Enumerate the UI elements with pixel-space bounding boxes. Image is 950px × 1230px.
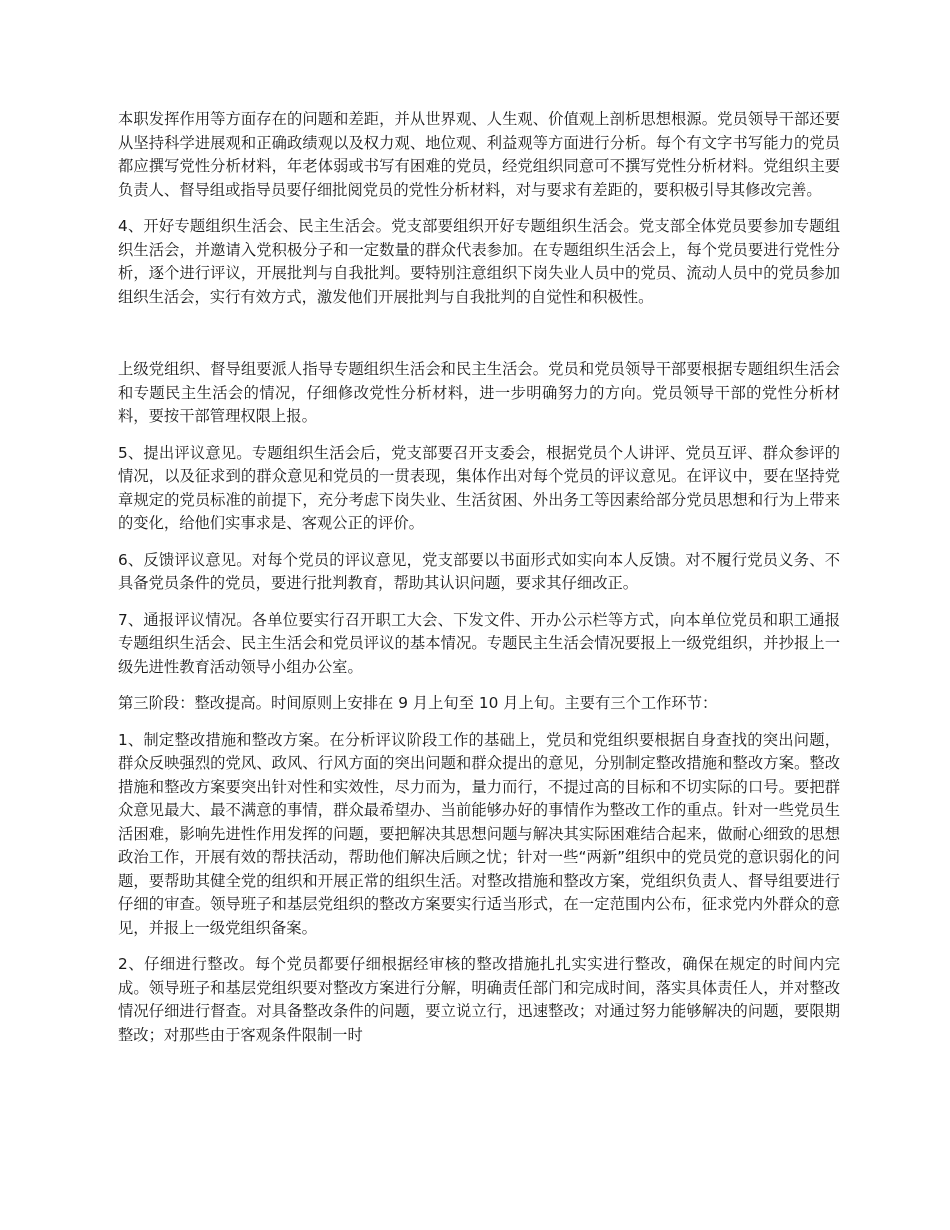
paragraph-item-6: 6、反馈评议意见。对每个党员的评议意见，党支部要以书面形式如实向本人反馈。对不履行党员义务、不具备党员条件的党员，要进行批判教育，帮助其认识问题，要求其仔细改正。 bbox=[118, 550, 840, 592]
paragraph-rectification-2: 2、仔细进行整改。每个党员都要仔细根据经审核的整改措施扎扎实实进行整改，确保在规定的时间内完成。领导班子和基层党组织要对整改方案进行分解，明确责任部门和完成时间，落实具体责任人，并对整改情况仔细进行督查。对具备整改条件的问题，要立说立行，迅速整改；对通过努力能够解决的问题，要限期整改；对那些由于客观条件限制一时 bbox=[118, 955, 840, 1044]
paragraph-guidance: 上级党组织、督导组要派人指导专题组织生活会和民主生活会。党员和党员领导干部要根据专题组织生活会和专题民主生活会的情况，仔细修改党性分析材料，进一步明确努力的方向。党员领导干部的党性分析材料，要按干部管理权限上报。 bbox=[118, 360, 840, 425]
paragraph-stage-three: 第三阶段：整改提高。时间原则上安排在 9 月上旬至 10 月上旬。主要有三个工作环节： bbox=[118, 694, 718, 712]
paragraph-rectification-1: 1、制定整改措施和整改方案。在分析评议阶段工作的基础上，党员和党组织要根据自身查找的突出问题，群众反映强烈的党风、政风、行风方面的突出问题和群众提出的意见，分别制定整改措施和整改方案。整改措施和整改方案要突出针对性和实效性，尽力而为，量力而行，不提过高的目标和不切实际的口号。要把群众意见最大、最不满意的事情，群众最希望办、当前能够办好的事情作为整改工作的重点。针对一些党员生活困难，影响先进性作用发挥的问题，要把解决其思想问题与解决其实际困难结合起来，做耐心细致的思想政治工作，开展有效的帮扶活动，帮助他们解决后顾之忧；针对一些“两新”组织中的党员党的意识弱化的问题，要帮助其健全党的组织和开展正常的组织生活。对整改措施和整改方案，党组织负责人、督导组要进行仔细的审查。领导班子和基层党组织的整改方案要实行适当形式，在一定范围内公布，征求党内外群众的意见，并报上一级党组织备案。 bbox=[118, 730, 840, 937]
section-gap bbox=[118, 322, 840, 358]
paragraph-item-5: 5、提出评议意见。专题组织生活会后，党支部要召开支委会，根据党员个人讲评、党员互评、群众参评的情况，以及征求到的群众意见和党员的一贯表现，集体作出对每个党员的评议意见。在评议中，要在坚持党章规定的党员标准的前提下，充分考虑下岗失业、生活贫困、外出务工等因素给部分党员思想和行为上带来的变化，给他们实事求是、客观公正的评价。 bbox=[118, 443, 840, 532]
paragraph-item-4: 4、开好专题组织生活会、民主生活会。党支部要组织开好专题组织生活会。党支部全体党员要参加专题组织生活会，并邀请入党积极分子和一定数量的群众代表参加。在专题组织生活会上，每个党员要进行党性分析，逐个进行评议，开展批判与自我批判。要特别注意组织下岗失业人员中的党员、流动人员中的党员参加组织生活会，实行有效方式，激发他们开展批判与自我批判的自觉性和积极性。 bbox=[118, 217, 840, 306]
paragraph-analysis-materials: 本职发挥作用等方面存在的问题和差距，并从世界观、人生观、价值观上剖析思想根源。党员领导干部还要从坚持科学进展观和正确政绩观以及权力观、地位观、利益观等方面进行分析。每个有文字书写能力的党员都应撰写党性分析材料，年老体弱或书写有困难的党员，经党组织同意可不撰写党性分析材料。党组织主要负责人、督导组或指导员要仔细批阅党员的党性分析材料，对与要求有差距的，要积极引导其修改完善。 bbox=[118, 110, 840, 199]
document-page bbox=[118, 108, 840, 1060]
paragraph-item-7: 7、通报评议情况。各单位要实行召开职工大会、下发文件、开办公示栏等方式，向本单位党员和职工通报专题组织生活会、民主生活会和党员评议的基本情况。专题民主生活会情况要报上一级党组织，并抄报上一级先进性教育活动领导小组办公室。 bbox=[118, 610, 840, 676]
